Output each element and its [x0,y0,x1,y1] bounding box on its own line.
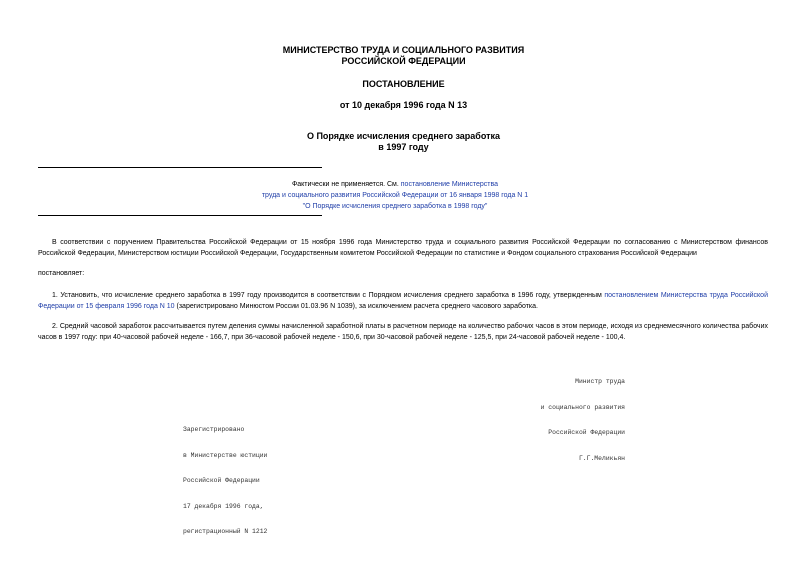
status-note-prefix: Фактически не применяется. См. [291,181,401,188]
item-1-link[interactable]: постановлением Министерства труда Российской Федерации от 15 февраля 1996 года N 10 [38,292,768,310]
resolves-line: постановляет: [38,270,85,277]
document-date-number: от 10 декабря 1996 года N 13 [339,100,468,110]
divider-top [38,167,322,168]
item-1-suffix: (зарегистрировано Минюстом России 01.03.96 N 1039), за исключением расчета среднего часового заработка. [174,303,538,310]
signature-line-4: Г.Г.Меликьян [578,454,625,462]
registration-line-2: в Министерстве юстиции [183,451,268,459]
registration-line-3: Российской Федерации [183,477,260,484]
title-line-2: в 1997 году [378,142,429,152]
ministry-line-2: РОССИЙСКОЙ ФЕДЕРАЦИИ [341,56,466,66]
registration-block [183,409,267,545]
ministry-name [0,45,807,67]
registration-line-5: регистрационный N 1212 [183,528,268,535]
status-note [230,179,560,212]
signature-line-2: и социального развития [540,403,625,411]
status-note-link-part-1[interactable]: постановление Министерства [400,181,499,188]
item-2-paragraph: 2. Средний часовой заработок рассчитывается путем деления суммы начисленной заработной платы в расчетном периоде на количество рабочих часов в этом периоде, исходя из среднемесячного количества рабочих часов в 1997 году: при 40-часовой рабочей неделе - 166,7, при 36-часовой рабочей неделе - 150,6, при 30-часовой рабочей неделе - 125,5, при 24-часовой рабочей неделе - 100,4. [38,323,768,341]
ministry-line-1: МИНИСТЕРСТВО ТРУДА И СОЦИАЛЬНОГО РАЗВИТИЯ [282,45,525,55]
item-1-prefix: 1. Установить, что исчисление среднего заработка в 1997 году производится в соответствии с Порядком исчисления среднего заработка в 1996 году, утвержденным [52,292,605,299]
item-1-paragraph [38,290,768,312]
divider-bottom [38,215,322,216]
document-title [0,131,807,153]
title-line-1: О Порядке исчисления среднего заработка [306,131,501,141]
status-note-link-part-2[interactable]: труда и социального развития Российской Федерации от 16 января 1998 года N 1 [261,192,529,199]
signature-line-3: Российской Федерации [548,429,625,436]
preamble-paragraph: В соответствии с поручением Правительства Российской Федерации от 15 ноября 1996 года Министерство труда и социального развития Российской Федерации по согласованию с Министерством финансов Российской Федерации, Министерством юстиции Российской Федерации, Государственным комитетом Российской Федерации по статистике и Фондом социального страхования Российской Федерации [38,239,768,257]
signature-line-1: Министр труда [575,378,625,385]
registration-line-1: Зарегистрировано [183,426,245,433]
status-note-line-1 [230,179,560,190]
signature-block [541,361,625,472]
status-note-link-part-3[interactable]: "О Порядке исчисления среднего заработка в 1998 году" [302,203,488,210]
document-type: ПОСТАНОВЛЕНИЕ [362,79,445,89]
registration-line-4: 17 декабря 1996 года, [183,502,264,510]
